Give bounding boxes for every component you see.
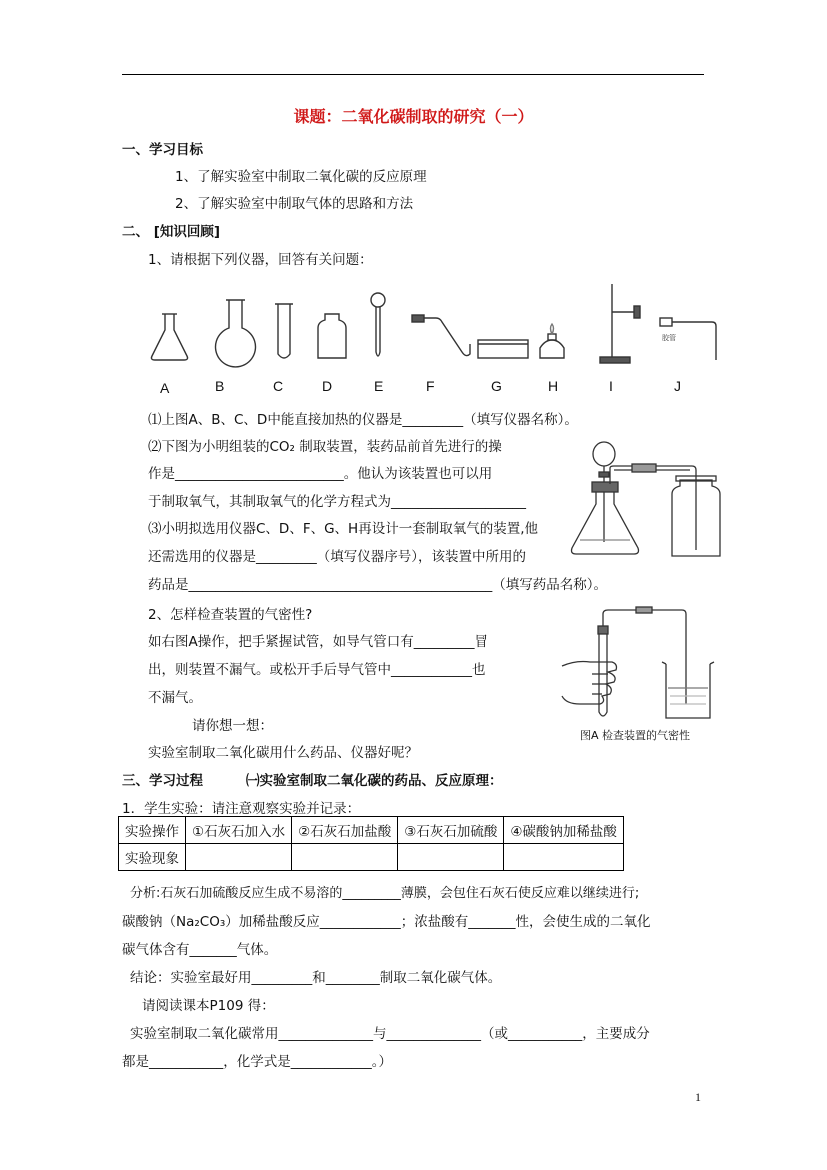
- page-number: 1: [695, 1090, 701, 1104]
- section-1-heading: 一、学习目标: [122, 142, 203, 158]
- label-e: E: [374, 378, 384, 394]
- label-d: D: [322, 378, 333, 394]
- instruments-figure: [140, 282, 730, 372]
- alcohol-lamp-icon: [540, 324, 564, 358]
- analysis-line-3: 碳气体含有_______气体。: [122, 942, 278, 958]
- think-question: 实验室制取二氧化碳用什么药品、仪器好呢？: [148, 745, 418, 761]
- table-cell: [504, 844, 624, 871]
- test-tube-icon: [275, 304, 293, 358]
- table-cell: ②石灰石加盐酸: [292, 817, 398, 844]
- q1-part1: ⑴上图A、B、C、D中能直接加热的仪器是_________（填写仪器名称）。: [148, 412, 578, 428]
- header-rule: [122, 74, 704, 75]
- question-2: 2、怎样检查装置的气密性?: [148, 607, 313, 623]
- table-cell: 实验现象: [119, 844, 186, 871]
- table-cell: [292, 844, 398, 871]
- bent-tube-icon: [412, 315, 470, 356]
- gas-bottle-icon: [318, 314, 346, 358]
- round-flask-icon: [216, 300, 256, 367]
- table-cell: 实验操作: [119, 817, 186, 844]
- q2-line3: 不漏气。: [148, 690, 202, 706]
- label-f: F: [426, 378, 435, 394]
- table-cell: ③石灰石加硫酸: [398, 817, 504, 844]
- final-line-2: 都是___________，化学式是____________。）: [122, 1054, 392, 1070]
- q1-part3-line3: 药品是_____________________________________________（填写药品名称）。: [148, 577, 607, 593]
- label-h: H: [548, 378, 559, 394]
- q1-part2-line1: ⑵下图为小明组装的CO₂ 制取装置，装药品前首先进行的操: [148, 439, 502, 455]
- iron-stand-icon: [600, 284, 640, 363]
- analysis-line-2: 碳酸钠（Na₂CO₃）加稀盐酸反应____________；浓盐酸有_______性，会使生成的二氧化: [122, 914, 651, 930]
- table-cell: ①石灰石加入水: [186, 817, 292, 844]
- funnel-icon: [371, 293, 385, 356]
- section-2-heading: 二、 [知识回顾]: [122, 224, 221, 240]
- q1-part3-line1: ⑶小明拟选用仪器C、D、F、G、H再设计一套制取氧气的装置,他: [148, 521, 538, 537]
- conical-flask-icon: [151, 314, 187, 360]
- student-experiment: 1．学生实验：请注意观察实验并记录：: [122, 801, 361, 817]
- textbook-reading: 请阅读课本P109 得：: [142, 998, 275, 1014]
- table-row: [119, 817, 624, 844]
- goal-2: 2、了解实验室中制取气体的思路和方法: [175, 196, 414, 212]
- q2-line1: 如右图A操作，把手紧握试管，如导气管口有_________冒: [148, 634, 488, 650]
- water-trough-icon: [478, 340, 528, 358]
- section-3-subheading: ㈠实验室制取二氧化碳的药品、反应原理：: [246, 773, 503, 789]
- label-a: A: [160, 380, 170, 396]
- table-cell: [398, 844, 504, 871]
- svg-text:胶管: 胶管: [662, 334, 676, 342]
- page-title: 课题：二氧化碳制取的研究（一）: [293, 107, 534, 126]
- q1-part2-line3: 于制取氧气，其制取氧气的化学方程式为____________________: [148, 494, 526, 510]
- table-cell: [186, 844, 292, 871]
- conclusion: 结论：实验室最好用_________和________制取二氧化碳气体。: [130, 970, 502, 986]
- question-1: 1、请根据下列仪器，回答有关问题：: [148, 252, 373, 268]
- label-i: I: [609, 378, 613, 394]
- figure-a-caption: 图A 检查装置的气密性: [580, 729, 691, 742]
- final-line-1: 实验室制取二氧化碳常用______________与______________（或___________，主要成分: [130, 1026, 650, 1042]
- label-b: B: [215, 378, 225, 394]
- table-row: [119, 844, 624, 871]
- q1-part3-line2: 还需选用的仪器是_________（填写仪器序号），该装置中所用的: [148, 549, 526, 565]
- label-j: J: [674, 378, 681, 394]
- experiment-table: [118, 816, 624, 871]
- airtightness-figure: [558, 604, 728, 724]
- label-c: C: [273, 378, 284, 394]
- analysis-line-1: 分析:石灰石加硫酸反应生成不易溶的_________薄膜，会包住石灰石使反应难以继续进行;: [130, 886, 640, 901]
- q2-line2: 出，则装置不漏气。或松开手后导气管中____________也: [148, 662, 486, 678]
- goal-1: 1、了解实验室中制取二氧化碳的反应原理: [175, 169, 427, 185]
- section-3-heading: 三、学习过程: [122, 773, 203, 789]
- co2-apparatus-figure: [562, 432, 732, 562]
- table-cell: ④碳酸钠加稀盐酸: [504, 817, 624, 844]
- label-g: G: [491, 378, 502, 394]
- think-prompt: 请你想一想：: [192, 718, 273, 734]
- q1-part2-line2: 作是_________________________。他认为该装置也可以用: [148, 466, 493, 482]
